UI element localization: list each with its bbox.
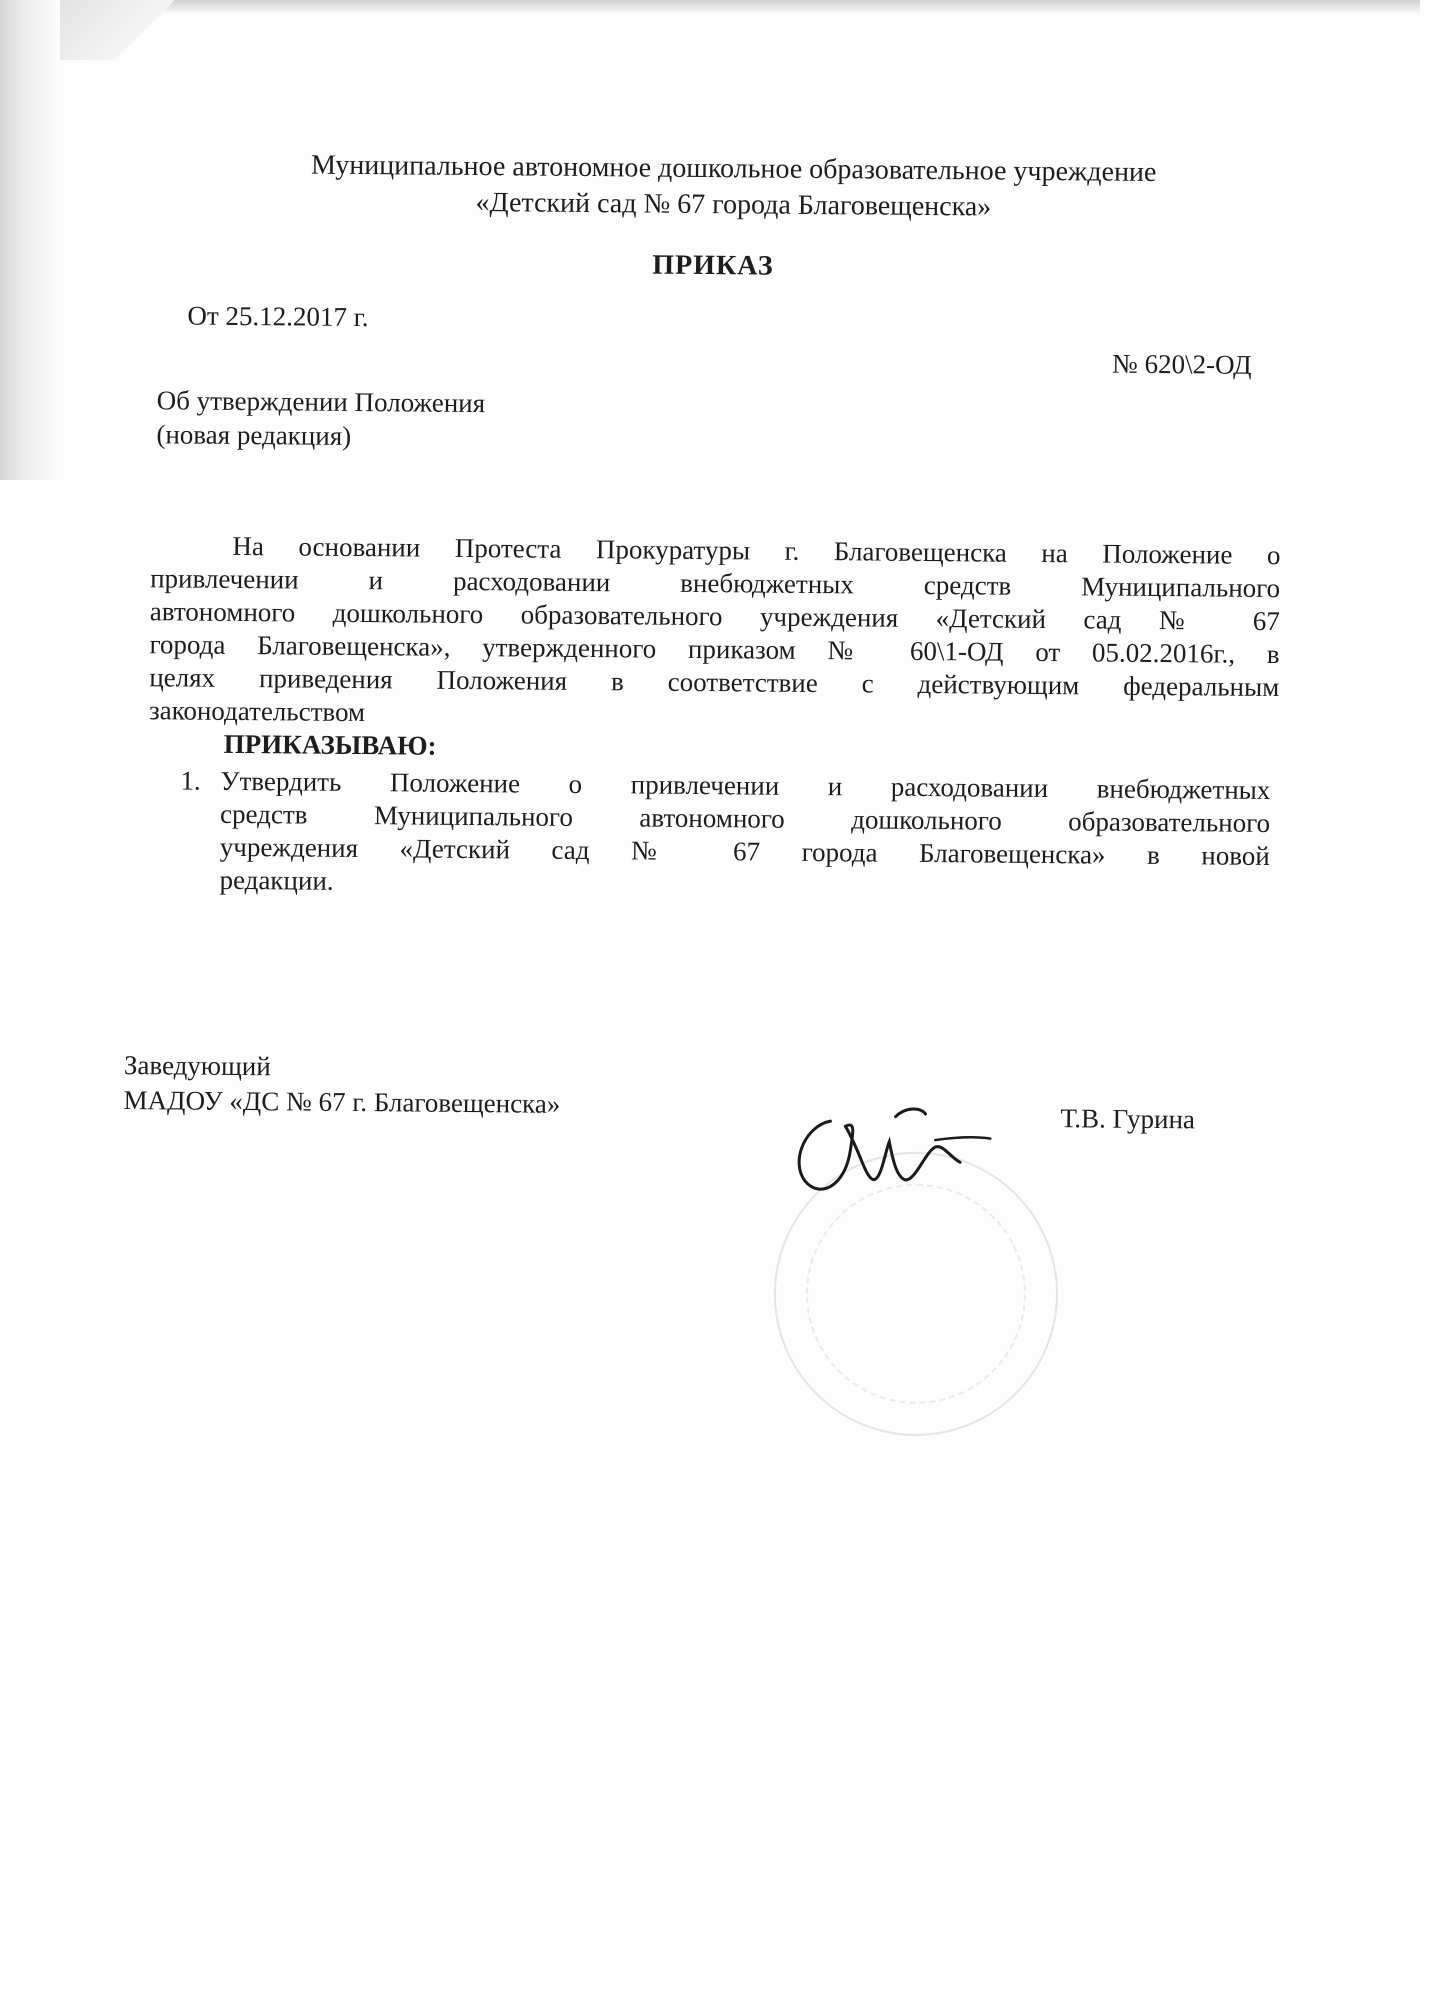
body-line-5: целях приведения Положения в соответствие с действующим федеральным bbox=[149, 662, 1280, 703]
body-line-6: законодательством bbox=[148, 695, 366, 728]
signer-position-line2: МАДОУ «ДС № 67 г. Благовещенска» bbox=[123, 1084, 561, 1119]
item-line-1: Утвердить Положение о привлечении и расходовании внебюджетных bbox=[220, 765, 1271, 805]
doc-date: От 25.12.2017 г. bbox=[187, 300, 369, 333]
doc-title: ПРИКАЗ bbox=[652, 249, 774, 282]
item-line-3: учреждения «Детский сад № 67 города Благовещенска» в новой bbox=[219, 831, 1270, 871]
doc-subject-line1: Об утверждении Положения bbox=[156, 385, 486, 419]
doc-number: № 620\2-ОД bbox=[1111, 348, 1252, 380]
signer-position-line1: Заведующий bbox=[123, 1049, 271, 1082]
body-line-2: привлечении и расходовании внебюджетных средств Муниципального bbox=[150, 563, 1281, 604]
item-line-4: редакции. bbox=[219, 864, 334, 896]
item-line-2: средств Муниципального автономного дошкольного образовательного bbox=[219, 798, 1271, 838]
org-name-line2: «Детский сад № 67 города Благовещенска» bbox=[475, 187, 992, 223]
body-line-1: На основании Протеста Прокуратуры г. Благовещенска на Положение о bbox=[232, 530, 1281, 571]
signer-name: Т.В. Гурина bbox=[1060, 1103, 1196, 1135]
item-number: 1. bbox=[180, 765, 201, 796]
body-line-4: города Благовещенска», утвержденного приказом № 60\1-ОД от 05.02.2016г., в bbox=[149, 629, 1280, 670]
order-word: ПРИКАЗЫВАЮ: bbox=[223, 728, 437, 761]
body-line-3: автономного дошкольного образовательного учреждения «Детский сад № 67 bbox=[149, 596, 1280, 637]
org-name-line1: Муниципальное автономное дошкольное образовательное учреждение bbox=[310, 149, 1157, 188]
doc-subject-line2: (новая редакция) bbox=[156, 419, 352, 451]
handwritten-signature bbox=[785, 1091, 1006, 1213]
